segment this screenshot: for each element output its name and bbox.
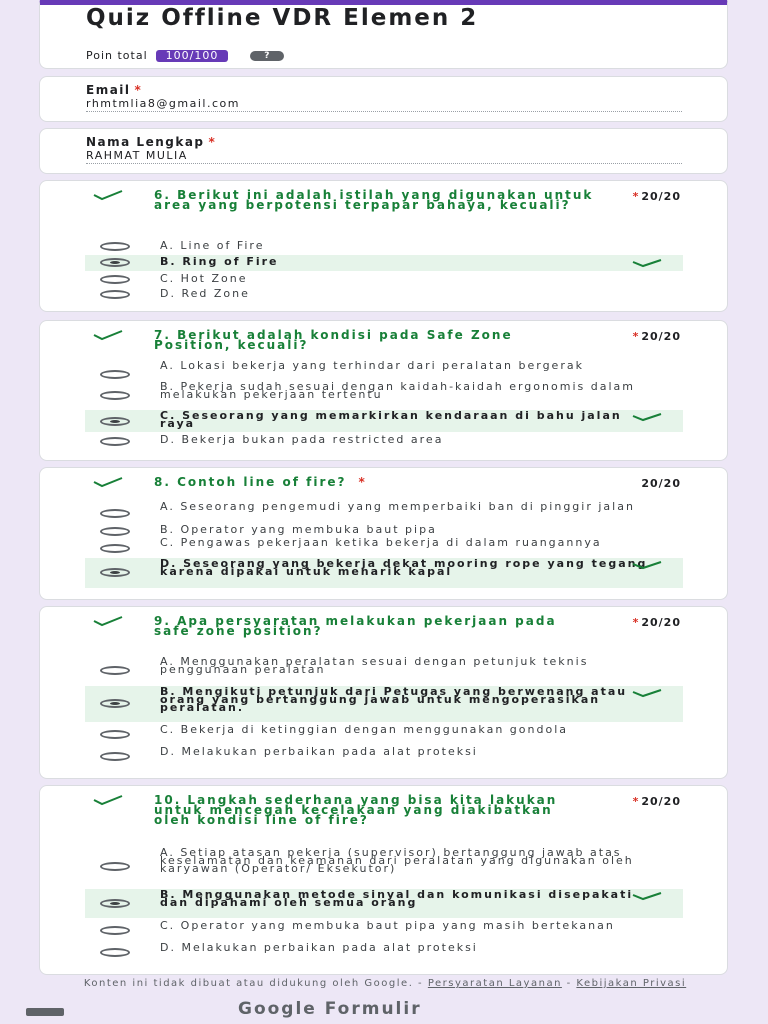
required-asterisk: * bbox=[208, 135, 217, 149]
email-field: rhmtmlia8@gmail.com bbox=[86, 97, 682, 112]
checkmark-icon bbox=[631, 688, 663, 698]
option-item[interactable]: D. Red Zone bbox=[85, 287, 683, 301]
required-asterisk: * bbox=[134, 83, 143, 97]
checkmark-icon bbox=[631, 258, 663, 268]
radio-icon[interactable] bbox=[100, 437, 130, 446]
option-item[interactable]: C. Hot Zone bbox=[85, 272, 683, 286]
checkmark-icon bbox=[631, 891, 663, 901]
email-label: Email * bbox=[86, 83, 143, 97]
radio-icon[interactable] bbox=[100, 666, 130, 675]
checkmark-icon bbox=[631, 560, 663, 570]
checkmark-icon bbox=[92, 476, 124, 488]
radio-icon[interactable] bbox=[100, 242, 130, 251]
option-item[interactable]: A. Lokasi bekerja yang terhindar dari peralatan bergerak bbox=[85, 362, 683, 382]
question-card-8 bbox=[39, 467, 728, 600]
name-label: Nama Lengkap * bbox=[86, 135, 217, 149]
radio-selected-icon[interactable] bbox=[100, 417, 130, 426]
question-text: 7. Berikut adalah kondisi pada Safe Zone Position, kecuali? bbox=[154, 328, 513, 352]
radio-icon[interactable] bbox=[100, 948, 130, 957]
radio-icon[interactable] bbox=[100, 275, 130, 284]
radio-selected-icon[interactable] bbox=[100, 699, 130, 708]
option-item-selected[interactable]: B. Ring of Fire bbox=[85, 255, 683, 271]
option-item[interactable]: A. Setiap atasan pekerja (supervisor) bertanggung jawab atas keselamatan dan keamanan dari peralatan yang digunakan oleh karyawan (Operator/ Eksekutor) bbox=[85, 847, 683, 887]
points-label: Poin total bbox=[86, 49, 148, 62]
checkmark-icon bbox=[631, 412, 663, 422]
option-item[interactable]: A. Menggunakan peralatan sesuai dengan petunjuk teknis penggunaan peralatan bbox=[85, 656, 683, 684]
email-card bbox=[39, 76, 728, 122]
radio-icon[interactable] bbox=[100, 509, 130, 518]
radio-selected-icon[interactable] bbox=[100, 899, 130, 908]
question-text: 9. Apa persyaratan melakukan pekerjaan pada safe zone position? bbox=[154, 614, 557, 638]
question-text: 8. Contoh line of fire? * bbox=[154, 475, 367, 489]
checkmark-icon bbox=[92, 329, 124, 341]
radio-icon[interactable] bbox=[100, 527, 130, 536]
option-item[interactable]: D. Melakukan perbaikan pada alat proteksi bbox=[85, 942, 683, 962]
option-item[interactable]: B. Operator yang membuka baut pipa bbox=[85, 524, 683, 538]
option-item-selected[interactable]: B. Menggunakan metode sinyal dan komunikasi disepakati dan dipahami oleh semua orang bbox=[85, 889, 683, 918]
checkmark-icon bbox=[92, 615, 124, 627]
option-item-selected[interactable]: B. Mengikuti petunjuk dari Petugas yang berwenang atau orang yang bertanggung jawab untuk mengoperasikan peralatan. bbox=[85, 686, 683, 722]
radio-icon[interactable] bbox=[100, 544, 130, 553]
terms-link[interactable]: Persyaratan Layanan bbox=[427, 978, 562, 989]
radio-icon[interactable] bbox=[100, 290, 130, 299]
option-item[interactable]: C. Operator yang membuka baut pipa yang masih bertekanan bbox=[85, 920, 683, 940]
checkmark-icon bbox=[92, 189, 124, 201]
checkmark-icon bbox=[92, 794, 124, 806]
radio-selected-icon[interactable] bbox=[100, 568, 130, 577]
question-score: * 20/20 bbox=[632, 330, 681, 343]
radio-icon[interactable] bbox=[100, 752, 130, 761]
question-card-6 bbox=[39, 180, 728, 312]
radio-icon[interactable] bbox=[100, 862, 130, 871]
privacy-link[interactable]: Kebijakan Privasi bbox=[576, 978, 687, 989]
radio-icon[interactable] bbox=[100, 391, 130, 400]
option-item[interactable]: C. Bekerja di ketinggian dengan menggunakan gondola bbox=[85, 724, 683, 744]
question-card-7 bbox=[39, 320, 728, 461]
question-score: 20/20 bbox=[641, 477, 681, 490]
question-score: * 20/20 bbox=[632, 616, 681, 629]
option-item[interactable]: A. Line of Fire bbox=[85, 239, 683, 253]
option-item[interactable]: A. Seseorang pengemudi yang memperbaiki ban di pinggir jalan bbox=[85, 501, 683, 523]
google-forms-logo[interactable]: Google Formulir bbox=[238, 999, 422, 1019]
form-title: Quiz Offline VDR Elemen 2 bbox=[86, 5, 479, 31]
option-item-selected[interactable]: D. Seseorang yang bekerja dekat mooring rope yang tegang karena dipakai untuk menarik kapal bbox=[85, 558, 683, 588]
radio-icon[interactable] bbox=[100, 730, 130, 739]
option-item[interactable]: D. Melakukan perbaikan pada alat proteksi bbox=[85, 746, 683, 766]
question-card-9 bbox=[39, 606, 728, 779]
option-item-selected[interactable]: C. Seseorang yang memarkirkan kendaraan di bahu jalan raya bbox=[85, 410, 683, 432]
option-item[interactable]: B. Pekerja sudah sesuai dengan kaidah-kaidah ergonomis dalam melakukan pekerjaan tertentu bbox=[85, 383, 683, 409]
form-header-card bbox=[39, 0, 728, 69]
points-row bbox=[86, 49, 284, 62]
question-score: * 20/20 bbox=[632, 190, 681, 203]
name-card bbox=[39, 128, 728, 174]
radio-selected-icon[interactable] bbox=[100, 258, 130, 267]
question-card-10 bbox=[39, 785, 728, 975]
option-item[interactable]: D. Bekerja bukan pada restricted area bbox=[85, 434, 683, 448]
help-icon[interactable]: ? bbox=[250, 51, 284, 61]
question-score: * 20/20 bbox=[632, 795, 681, 808]
report-icon[interactable] bbox=[26, 1008, 64, 1016]
question-text: 6. Berikut ini adalah istilah yang digunakan untuk area yang berpotensi terpapar bahaya, kecuali? bbox=[154, 188, 594, 212]
footer-notice: Konten ini tidak dibuat atau didukung oleh Google. - Persyaratan Layanan - Kebijakan Privasi bbox=[83, 978, 687, 989]
name-field: RAHMAT MULIA bbox=[86, 149, 682, 164]
points-badge: 100/100 bbox=[156, 50, 229, 62]
question-text: 10. Langkah sederhana yang bisa kita lakukan untuk mencegah kecelakaan yang diakibatkan oleh kondisi line of fire? bbox=[154, 793, 558, 827]
radio-icon[interactable] bbox=[100, 370, 130, 379]
option-item[interactable]: C. Pengawas pekerjaan ketika bekerja di dalam ruangannya bbox=[85, 538, 683, 556]
radio-icon[interactable] bbox=[100, 926, 130, 935]
